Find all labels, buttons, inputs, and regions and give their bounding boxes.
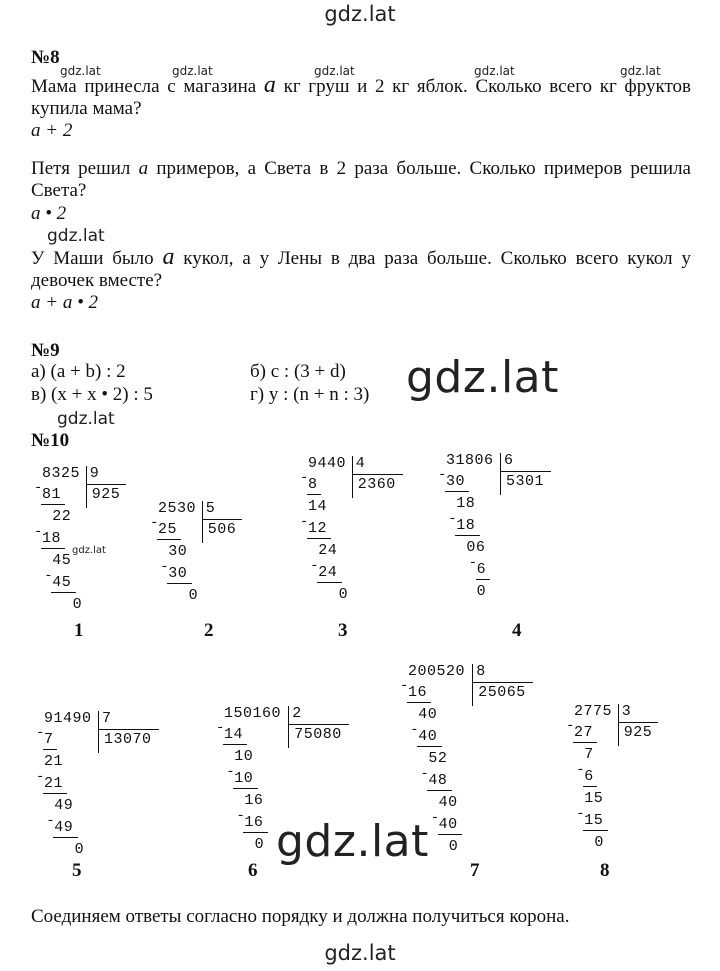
division-bar-vertical xyxy=(472,664,473,706)
underline xyxy=(476,579,490,580)
task8-problem-1 xyxy=(31,74,691,120)
minus-sign: - xyxy=(34,524,43,540)
division-bar-horizontal xyxy=(352,474,403,475)
task8-problem-2 xyxy=(31,158,691,202)
remainder: 40 xyxy=(438,794,458,811)
minus-sign: - xyxy=(226,764,235,780)
division-bar-horizontal xyxy=(472,682,533,683)
remainder: 24 xyxy=(318,542,338,559)
watermark-bottom: gdz.lat xyxy=(324,941,396,965)
minus-sign: - xyxy=(430,810,439,826)
task9-item-g: г) y : (n + n : 3) xyxy=(250,384,370,405)
remainder: 0 xyxy=(74,841,85,858)
subtrahend: 40 xyxy=(418,728,438,745)
watermark-large: gdz.lat xyxy=(406,352,559,403)
minus-sign: - xyxy=(150,515,159,531)
subtrahend: 12 xyxy=(308,520,328,537)
division-bar-vertical xyxy=(98,711,99,753)
underline xyxy=(317,582,341,583)
subtrahend: 21 xyxy=(44,775,64,792)
dividend: 150160 xyxy=(224,705,282,722)
subtrahend: 27 xyxy=(574,724,594,741)
underline xyxy=(307,494,321,495)
subtrahend: 30 xyxy=(446,473,466,490)
watermark-top: gdz.lat xyxy=(324,2,396,26)
underline xyxy=(41,504,65,505)
quotient: 75080 xyxy=(294,726,342,743)
divisor: 4 xyxy=(355,455,366,472)
remainder: 0 xyxy=(188,587,199,604)
divisor: 2 xyxy=(292,705,302,722)
underline xyxy=(583,830,607,831)
quotient: 925 xyxy=(91,486,121,503)
watermark-medium: gdz.lat xyxy=(47,226,105,246)
dividend: 200520 xyxy=(408,663,466,680)
underline xyxy=(43,793,67,794)
subtrahend: 30 xyxy=(168,565,188,582)
task10-conclusion: Соединяем ответы согласно порядку и должна получиться корона. xyxy=(31,906,570,927)
remainder: 21 xyxy=(44,753,64,770)
variable: a xyxy=(162,244,175,270)
division-bar-horizontal xyxy=(86,484,127,485)
underline xyxy=(53,837,77,838)
minus-sign: - xyxy=(160,559,169,575)
text: примеров, а Света в 2 раза больше. Сколько примеров решила Света? xyxy=(31,158,691,201)
division-bar-vertical xyxy=(288,706,289,748)
division-bar-vertical xyxy=(86,466,87,508)
minus-sign: - xyxy=(410,722,419,738)
division-label: 5 xyxy=(72,860,82,881)
remainder: 0 xyxy=(254,836,265,853)
minus-sign: - xyxy=(468,555,477,571)
minus-sign: - xyxy=(36,769,45,785)
divisor: 6 xyxy=(504,452,514,469)
remainder: 7 xyxy=(584,746,594,763)
division-label: 3 xyxy=(338,620,348,641)
remainder: 0 xyxy=(448,838,459,855)
underline xyxy=(417,746,441,747)
underline xyxy=(43,749,57,750)
variable: a xyxy=(263,72,276,98)
subtrahend: 8 xyxy=(308,476,318,493)
quotient: 13070 xyxy=(104,731,152,748)
remainder: 0 xyxy=(72,596,83,613)
division-label: 6 xyxy=(248,860,258,881)
remainder: 52 xyxy=(428,750,448,767)
underline xyxy=(307,538,331,539)
dividend: 91490 xyxy=(44,710,92,727)
task9-item-b: б) c : (3 + d) xyxy=(250,361,346,382)
dividend: 2530 xyxy=(158,500,197,517)
division-bar-horizontal xyxy=(98,729,159,730)
minus-sign: - xyxy=(216,720,225,736)
underline xyxy=(41,548,65,549)
division-label: 1 xyxy=(74,620,84,641)
watermark-small: gdz.lat xyxy=(620,64,661,78)
subtrahend: 40 xyxy=(438,816,458,833)
subtrahend: 6 xyxy=(476,561,487,578)
watermark-large: gdz.lat xyxy=(276,816,429,867)
divisor: 3 xyxy=(621,703,632,720)
minus-sign: - xyxy=(576,806,585,822)
underline xyxy=(438,834,462,835)
task8-number: №8 xyxy=(31,47,60,68)
minus-sign: - xyxy=(420,766,429,782)
task10-number: №10 xyxy=(31,430,70,451)
underline xyxy=(233,788,257,789)
division-label: 7 xyxy=(470,860,480,881)
subtrahend: 49 xyxy=(54,819,74,836)
remainder: 49 xyxy=(54,797,74,814)
subtrahend: 16 xyxy=(408,684,428,701)
divisor: 8 xyxy=(476,663,486,680)
underline xyxy=(243,832,267,833)
subtrahend: 48 xyxy=(428,772,448,789)
quotient: 5301 xyxy=(506,473,545,490)
division-label: 4 xyxy=(512,620,522,641)
minus-sign: - xyxy=(300,470,309,486)
quotient: 25065 xyxy=(478,684,526,701)
variable: a xyxy=(138,158,149,179)
divisor: 5 xyxy=(205,500,216,517)
quotient: 2360 xyxy=(357,476,396,493)
division-bar-vertical xyxy=(352,456,353,498)
remainder: 10 xyxy=(234,748,254,765)
division-label: 8 xyxy=(600,860,610,881)
watermark-tiny: gdz.lat xyxy=(72,545,106,556)
text: У Маши было xyxy=(31,248,163,269)
quotient: 925 xyxy=(623,724,653,741)
division-bar-horizontal xyxy=(288,724,349,725)
subtrahend: 16 xyxy=(244,814,264,831)
subtrahend: 10 xyxy=(234,770,254,787)
underline xyxy=(223,744,247,745)
divisor: 9 xyxy=(89,465,100,482)
subtrahend: 45 xyxy=(52,574,72,591)
task9-item-v: в) (x + x • 2) : 5 xyxy=(31,384,153,405)
underline xyxy=(573,742,597,743)
remainder: 18 xyxy=(456,495,476,512)
underline xyxy=(167,583,191,584)
remainder: 16 xyxy=(244,792,264,809)
division-bar-vertical xyxy=(202,501,203,543)
underline xyxy=(445,491,469,492)
division-bar-vertical xyxy=(618,704,619,746)
subtrahend: 81 xyxy=(42,486,62,503)
watermark-small: gdz.lat xyxy=(60,64,101,78)
quotient: 506 xyxy=(207,521,237,538)
division-label: 2 xyxy=(204,620,214,641)
text: Петя решил xyxy=(31,158,139,179)
task8-answer-2: a • 2 xyxy=(31,203,67,224)
remainder: 22 xyxy=(52,508,72,525)
minus-sign: - xyxy=(566,718,575,734)
subtrahend: 25 xyxy=(158,521,178,538)
remainder: 0 xyxy=(594,834,604,851)
underline xyxy=(157,539,181,540)
watermark-small: gdz.lat xyxy=(172,64,213,78)
minus-sign: - xyxy=(44,568,53,584)
remainder: 30 xyxy=(168,543,188,560)
task9-number: №9 xyxy=(31,340,60,361)
text: Мама принесла с магазина xyxy=(31,76,264,97)
division-bar-horizontal xyxy=(500,471,551,472)
remainder: 40 xyxy=(418,706,438,723)
remainder: 15 xyxy=(584,790,604,807)
underline xyxy=(427,790,451,791)
remainder: 45 xyxy=(52,552,72,569)
subtrahend: 24 xyxy=(318,564,338,581)
subtrahend: 14 xyxy=(224,726,244,743)
subtrahend: 7 xyxy=(44,731,54,748)
remainder: 06 xyxy=(466,539,486,556)
remainder: 0 xyxy=(338,586,349,603)
watermark-medium: gdz.lat xyxy=(57,409,115,429)
subtrahend: 6 xyxy=(584,768,594,785)
watermark-small: gdz.lat xyxy=(474,64,515,78)
underline xyxy=(51,592,75,593)
remainder: 0 xyxy=(476,583,487,600)
task8-answer-1: a + 2 xyxy=(31,120,73,141)
minus-sign: - xyxy=(448,511,457,527)
minus-sign: - xyxy=(36,725,45,741)
division-bar-vertical xyxy=(500,453,501,495)
division-bar-horizontal xyxy=(202,519,243,520)
remainder: 14 xyxy=(308,498,328,515)
text: кг груш и 2 кг яблок. Сколько всего кг фруктов купила мама? xyxy=(31,76,691,119)
dividend: 2775 xyxy=(574,703,613,720)
underline xyxy=(407,702,431,703)
division-bar-horizontal xyxy=(618,722,659,723)
minus-sign: - xyxy=(400,678,409,694)
minus-sign: - xyxy=(300,514,309,530)
underline xyxy=(583,786,597,787)
underline xyxy=(455,535,479,536)
subtrahend: 15 xyxy=(584,812,604,829)
minus-sign: - xyxy=(46,813,55,829)
minus-sign: - xyxy=(576,762,585,778)
minus-sign: - xyxy=(438,467,447,483)
minus-sign: - xyxy=(310,558,319,574)
text: кукол, а у Лены в два раза больше. Сколько всего кукол у девочек вместе? xyxy=(31,248,691,291)
subtrahend: 18 xyxy=(456,517,476,534)
minus-sign: - xyxy=(34,480,43,496)
task8-answer-3: a + a • 2 xyxy=(31,292,98,313)
dividend: 9440 xyxy=(308,455,347,472)
dividend: 31806 xyxy=(446,452,494,469)
watermark-small: gdz.lat xyxy=(314,64,355,78)
dividend: 8325 xyxy=(42,465,81,482)
task9-item-a: а) (a + b) : 2 xyxy=(31,361,126,382)
subtrahend: 18 xyxy=(42,530,62,547)
task8-problem-3 xyxy=(31,246,691,292)
minus-sign: - xyxy=(236,808,245,824)
divisor: 7 xyxy=(102,710,112,727)
